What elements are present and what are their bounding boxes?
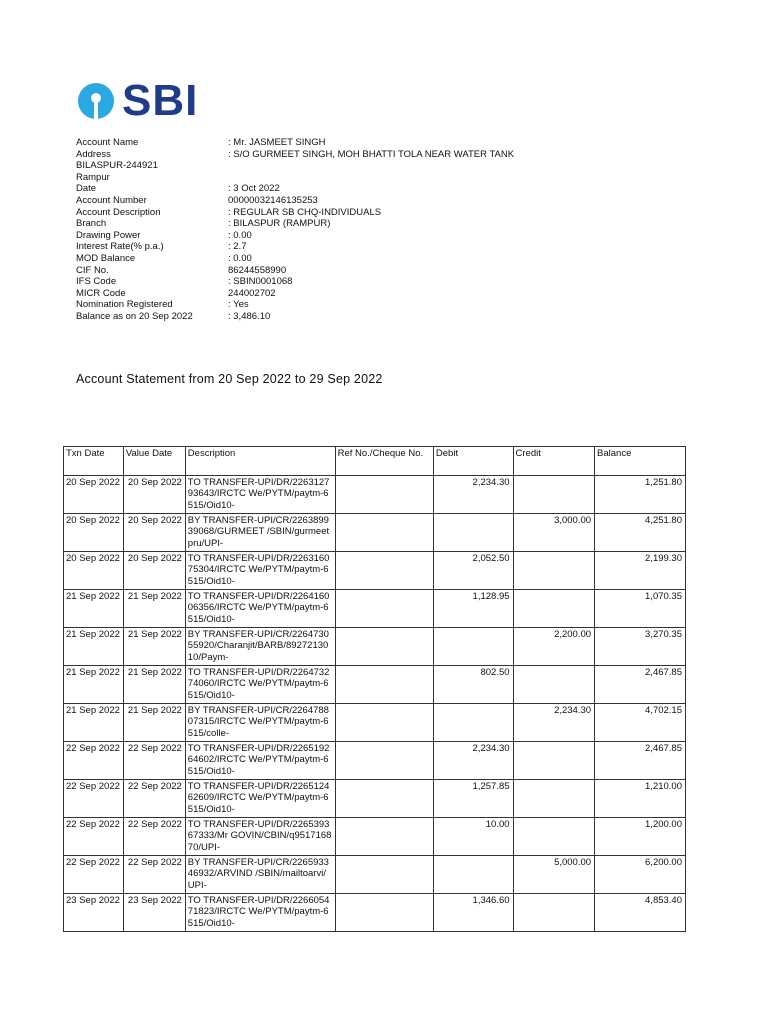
info-label: Date [76,183,97,195]
cell-debit: 10.00 [433,818,513,856]
info-label: Interest Rate(% p.a.) [76,241,164,253]
cell-ref-no [335,628,433,666]
info-label: Account Number [76,194,147,206]
header-credit: Credit [513,447,595,476]
cell-debit: 2,052.50 [433,552,513,590]
cell-ref-no [335,666,433,704]
info-label: Rampur [76,171,110,183]
table-header-row [64,447,686,476]
cell-balance: 1,210.00 [595,780,686,818]
table-row [64,514,686,552]
table-row [64,742,686,780]
cell-txn-date: 22 Sep 2022 [64,856,124,894]
cell-credit: 2,234.30 [513,704,595,742]
info-value: : SBIN0001068 [228,276,293,288]
info-value: : Mr. JASMEET SINGH [228,137,326,148]
info-row [76,172,514,184]
logo-text: SBI [122,76,199,125]
table-row [64,590,686,628]
cell-description: TO TRANSFER-UPI/DR/226316075304/IRCTC We/PYTM/paytm-6515/Oid10- [185,552,335,590]
table-row [64,476,686,514]
info-row [76,195,514,207]
statement-title: Account Statement from 20 Sep 2022 to 29 Sep 2022 [76,372,383,386]
cell-balance: 2,467.85 [595,666,686,704]
cell-balance: 2,199.30 [595,552,686,590]
cell-ref-no [335,476,433,514]
cell-description: TO TRANSFER-UPI/DR/226416006356/IRCTC We/PYTM/paytm-6515/Oid10- [185,590,335,628]
cell-ref-no [335,818,433,856]
header-balance: Balance [595,447,686,476]
cell-balance: 1,200.00 [595,818,686,856]
cell-debit: 2,234.30 [433,476,513,514]
cell-txn-date: 22 Sep 2022 [64,818,124,856]
table-row [64,856,686,894]
transactions-table [63,446,686,932]
cell-balance: 1,251.80 [595,476,686,514]
table-row [64,552,686,590]
table-row [64,666,686,704]
cell-balance: 4,853.40 [595,894,686,932]
cell-description: TO TRANSFER-UPI/DR/226473274060/IRCTC We/PYTM/paytm-6515/Oid10- [185,666,335,704]
cell-ref-no [335,552,433,590]
cell-description: TO TRANSFER-UPI/DR/226605471823/IRCTC We/PYTM/paytm-6515/Oid10- [185,894,335,932]
cell-credit: 5,000.00 [513,856,595,894]
cell-credit [513,818,595,856]
info-label: MOD Balance [76,252,136,264]
cell-debit [433,514,513,552]
info-label: Account Name [76,137,139,148]
cell-value-date: 21 Sep 2022 [123,628,185,666]
table-row [64,704,686,742]
cell-credit [513,590,595,628]
info-row [76,241,514,253]
cell-value-date: 21 Sep 2022 [123,590,185,628]
cell-credit [513,894,595,932]
info-row [76,160,514,172]
cell-value-date: 23 Sep 2022 [123,894,185,932]
info-row [76,288,514,300]
header-txn-date: Txn Date [64,447,124,476]
cell-credit [513,780,595,818]
table-row [64,818,686,856]
account-info [76,137,514,323]
info-value: 00000032146135253 [228,194,318,206]
info-label: MICR Code [76,287,126,299]
cell-value-date: 21 Sep 2022 [123,666,185,704]
cell-credit: 3,000.00 [513,514,595,552]
info-value: : S/O GURMEET SINGH, MOH BHATTI TOLA NEAR WATER TANK [228,148,515,160]
header-value-date: Value Date [123,447,185,476]
header-debit: Debit [433,447,513,476]
header-description: Description [185,447,335,476]
cell-value-date: 20 Sep 2022 [123,476,185,514]
cell-debit: 1,346.60 [433,894,513,932]
cell-description: BY TRANSFER-UPI/CR/226478807315/IRCTC We/PYTM/paytm-6515/colle- [185,704,335,742]
info-row [76,311,514,323]
info-label: Nomination Registered [76,299,173,311]
info-label: IFS Code [76,276,117,288]
info-row [76,149,514,161]
cell-credit: 2,200.00 [513,628,595,666]
cell-txn-date: 20 Sep 2022 [64,514,124,552]
info-label: Account Description [76,206,161,218]
info-value: : REGULAR SB CHQ-INDIVIDUALS [228,206,382,218]
cell-ref-no [335,780,433,818]
cell-credit [513,742,595,780]
cell-ref-no [335,856,433,894]
cell-debit: 2,234.30 [433,742,513,780]
cell-value-date: 22 Sep 2022 [123,818,185,856]
cell-description: BY TRANSFER-UPI/CR/226473055920/Charanjit/BARB/8927213010/Paym- [185,628,335,666]
cell-txn-date: 21 Sep 2022 [64,590,124,628]
cell-value-date: 22 Sep 2022 [123,742,185,780]
cell-balance: 1,070.35 [595,590,686,628]
info-label: Address [76,148,111,160]
info-row [76,276,514,288]
cell-debit: 1,257.85 [433,780,513,818]
cell-txn-date: 22 Sep 2022 [64,780,124,818]
cell-ref-no [335,704,433,742]
cell-txn-date: 20 Sep 2022 [64,552,124,590]
cell-credit [513,476,595,514]
cell-balance: 2,467.85 [595,742,686,780]
cell-txn-date: 20 Sep 2022 [64,476,124,514]
info-row [76,299,514,311]
info-row [76,265,514,277]
info-row [76,218,514,230]
info-value: : 2.7 [228,241,247,253]
cell-debit [433,628,513,666]
cell-txn-date: 21 Sep 2022 [64,628,124,666]
info-value: : Yes [228,299,249,311]
info-label: Branch [76,218,107,230]
cell-value-date: 22 Sep 2022 [123,856,185,894]
cell-credit [513,666,595,704]
info-value: : 0.00 [228,252,252,264]
info-label: CIF No. [76,264,109,276]
cell-ref-no [335,742,433,780]
cell-value-date: 22 Sep 2022 [123,780,185,818]
cell-description: TO TRANSFER-UPI/DR/226539367333/Mr GOVIN/CBIN/q951716870/UPI- [185,818,335,856]
info-row [76,253,514,265]
info-value: : 3,486.10 [228,310,271,322]
cell-debit: 1,128.95 [433,590,513,628]
cell-ref-no [335,894,433,932]
cell-txn-date: 21 Sep 2022 [64,704,124,742]
cell-debit: 802.50 [433,666,513,704]
table-row [64,780,686,818]
sbi-keyhole-logo-icon [76,81,116,121]
info-label: Drawing Power [76,229,141,241]
info-value: : 3 Oct 2022 [228,183,280,195]
info-value: : BILASPUR (RAMPUR) [228,218,331,230]
cell-description: BY TRANSFER-UPI/CR/226593346932/ARVIND /SBIN/mailtoarvi/UPI- [185,856,335,894]
cell-description: TO TRANSFER-UPI/DR/226312793643/IRCTC We/PYTM/paytm-6515/Oid10- [185,476,335,514]
info-row [76,137,514,149]
info-value: 244002702 [228,287,276,299]
info-label: BILASPUR-244921 [76,160,158,172]
info-row [76,183,514,195]
cell-description: TO TRANSFER-UPI/DR/226512462609/IRCTC We/PYTM/paytm-6515/Oid10- [185,780,335,818]
info-row [76,230,514,242]
cell-txn-date: 21 Sep 2022 [64,666,124,704]
info-label: Balance as on 20 Sep 2022 [76,310,193,322]
info-value: : 0.00 [228,229,252,241]
cell-description: TO TRANSFER-UPI/DR/226519264602/IRCTC We/PYTM/paytm-6515/Oid10- [185,742,335,780]
header-ref-no: Ref No./Cheque No. [335,447,433,476]
cell-balance: 3,270.35 [595,628,686,666]
cell-debit [433,704,513,742]
table-row [64,628,686,666]
cell-value-date: 21 Sep 2022 [123,704,185,742]
cell-balance: 4,702.15 [595,704,686,742]
cell-ref-no [335,590,433,628]
cell-balance: 6,200.00 [595,856,686,894]
cell-txn-date: 22 Sep 2022 [64,742,124,780]
info-row [76,207,514,219]
cell-ref-no [335,514,433,552]
cell-value-date: 20 Sep 2022 [123,514,185,552]
sbi-logo [76,76,199,125]
info-value: 86244558990 [228,264,287,276]
cell-description: BY TRANSFER-UPI/CR/226389939068/GURMEET /SBIN/gurmeetpru/UPI- [185,514,335,552]
cell-txn-date: 23 Sep 2022 [64,894,124,932]
cell-debit [433,856,513,894]
table-row [64,894,686,932]
cell-credit [513,552,595,590]
cell-value-date: 20 Sep 2022 [123,552,185,590]
cell-balance: 4,251.80 [595,514,686,552]
